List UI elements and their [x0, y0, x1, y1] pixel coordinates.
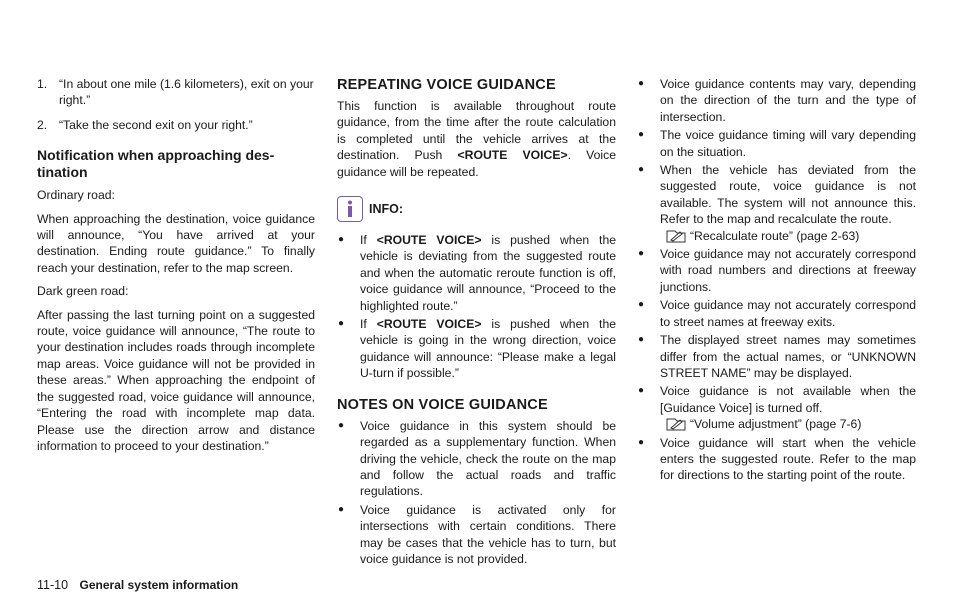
- bullet-dot: ●: [638, 334, 645, 346]
- right-column: [637, 76, 916, 486]
- bullet-dot: ●: [638, 385, 645, 397]
- reference-text: “Volume adjustment” (page 7-6): [690, 417, 862, 432]
- section-title: General system information: [79, 578, 239, 592]
- bullet-dot: ●: [338, 503, 345, 515]
- list-item: ● Voice guidance contents may vary, depending on the direction of the turn and the type of intersection.: [638, 77, 916, 124]
- route-voice-key: <ROUTE VOICE>: [457, 148, 568, 163]
- list-item: ● Voice guidance may not accurately correspond to street names at freeway exits.: [638, 298, 916, 329]
- bullet-dot: ●: [638, 129, 645, 141]
- list-item: ● If <ROUTE VOICE> is pushed when the vehicle is going in the wrong direction, voice guidance will announce: “Please make a legal U-turn if possible.”: [338, 317, 616, 381]
- list-item: ● Voice guidance is activated only for intersections with certain conditions. There may be cases that the vehicle has to turn, but voice guidance is not provided.: [338, 502, 616, 566]
- bullet-dot: ●: [638, 436, 645, 448]
- bullet-dot: ●: [638, 164, 645, 176]
- bullet-dot: ●: [338, 318, 345, 330]
- page-reference-icon: [666, 417, 686, 431]
- list-item: [37, 117, 315, 133]
- bullet-dot: ●: [638, 248, 645, 260]
- info-list: [337, 232, 616, 382]
- item-text: “Take the second exit on your right.”: [59, 117, 253, 132]
- dark-green-road-paragraph: After passing the last turning point on a suggested route, voice guidance will announce, “The route to your destination includes roads through incomplete map areas. Voice guidance will not be provided in these areas.” When approaching the endpoint of the suggested road, voice guidance will announce, “Entering the road with incomplete map data. Please use the direction arrow and distance information to proceed to your destination.”: [37, 307, 315, 453]
- info-block: [337, 196, 616, 222]
- notes-list-continued: [637, 76, 916, 484]
- ordinary-road-label: Ordinary road:: [37, 188, 115, 203]
- page-reference[interactable]: [666, 228, 916, 244]
- page-number: 11-10: [37, 578, 69, 592]
- list-item: ● Voice guidance may not accurately correspond with road numbers and directions at freeway junctions.: [638, 247, 916, 294]
- item-text: “In about one mile (1.6 kilometers), exit on your right.”: [59, 77, 314, 108]
- heading-notes-on-voice-guidance: NOTES ON VOICE GUIDANCE: [337, 396, 548, 413]
- ordinary-road-paragraph: When approaching the destination, voice guidance will announce, “You have arrived at your destination. Ending route guidance.” To finally reach your destination, refer to the map screen.: [37, 211, 315, 275]
- repeating-paragraph: This function is available throughout route guidance, from the time after the route calculation is completed until the vehicle arrives at the destination. Push <ROUTE VOICE>. Voice guidance will be repeated.: [337, 99, 616, 179]
- list-item: ● Voice guidance in this system should be regarded as a supplementary function. When driving the vehicle, check the route on the map and follow the actual roads and traffic regulations.: [338, 418, 616, 499]
- list-item: ● Voice guidance is not available when the [Guidance Voice] is turned off. “Volume adjustment” (page 7-6): [638, 384, 916, 432]
- heading-repeating-voice-guidance: REPEATING VOICE GUIDANCE: [337, 77, 556, 93]
- dark-green-road-label: Dark green road:: [37, 284, 129, 299]
- info-icon: [337, 196, 363, 222]
- list-item: ● The voice guidance timing will vary depending on the situation.: [638, 128, 916, 159]
- item-number: 2.: [37, 117, 48, 132]
- list-item: ● If <ROUTE VOICE> is pushed when the vehicle is deviating from the suggested route and when the automatic reroute function is off, voice guidance will announce, “Proceed to the highlighted route.”: [338, 233, 616, 313]
- info-label: INFO:: [369, 202, 404, 217]
- bullet-dot: ●: [338, 419, 345, 431]
- page-reference[interactable]: [666, 416, 916, 432]
- bullet-dot: ●: [638, 299, 645, 311]
- list-item: ● When the vehicle has deviated from the suggested route, voice guidance is not available. The system will not announce this. Refer to the map and recalculate the route. “Recalculate route” (page 2-63): [638, 163, 916, 243]
- list-item: ● The displayed street names may sometimes differ from the actual names, or “UNKNOWN STREET NAME” may be displayed.: [638, 333, 916, 380]
- bullet-dot: ●: [338, 234, 345, 246]
- list-item: ● Voice guidance will start when the vehicle enters the suggested route. Refer to the map for directions to the starting point of the route.: [638, 435, 916, 483]
- reference-text: “Recalculate route” (page 2-63): [690, 228, 860, 243]
- list-item: [37, 76, 315, 109]
- left-column: [37, 76, 315, 454]
- item-number: 1.: [37, 77, 48, 91]
- subheading-destination-notification: Notification when approaching des- tination: [37, 147, 275, 181]
- page-reference-icon: [666, 229, 686, 243]
- notes-list: [337, 418, 616, 568]
- middle-column: [337, 76, 616, 569]
- page-footer: [37, 578, 238, 592]
- bullet-dot: ●: [638, 78, 645, 89]
